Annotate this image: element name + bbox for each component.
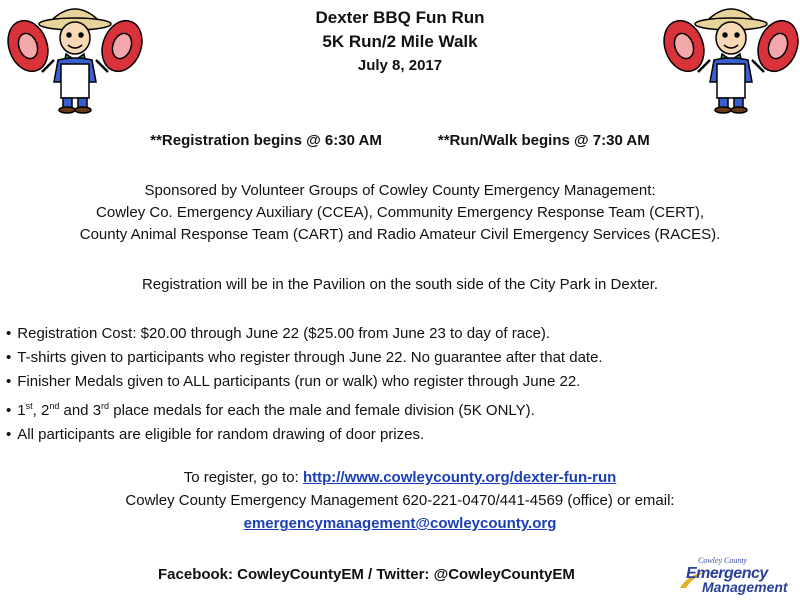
- emergency-management-logo: [676, 556, 796, 596]
- email-link[interactable]: emergencymanagement@cowleycounty.org: [243, 515, 557, 532]
- registration-link[interactable]: http://www.cowleycounty.org/dexter-fun-run: [302, 469, 617, 486]
- sponsor-line: Cowley Co. Emergency Auxiliary (CCEA), Community Emergency Response Team (CERT),: [96, 204, 704, 221]
- sponsor-block: [0, 180, 800, 246]
- sponsor-line: County Animal Response Team (CART) and Radio Amateur Civil Emergency Services (RACES).: [79, 226, 721, 243]
- registration-info: [0, 466, 800, 535]
- list-item-tshirts: • T-shirts given to participants who register through June 22. No guarantee after that date.: [6, 346, 796, 370]
- list-item-medals: • Finisher Medals given to ALL participants (run or walk) who register through June 22.: [6, 370, 796, 394]
- contact-line: Cowley County Emergency Management 620-221-0470/441-4569 (office) or email:: [125, 492, 675, 509]
- start-time: **Run/Walk begins @ 7:30 AM: [437, 132, 650, 149]
- registration-location: Registration will be in the Pavilion on the south side of the City Park in Dexter.: [141, 276, 659, 293]
- event-subtitle: 5K Run/2 Mile Walk: [322, 32, 478, 51]
- list-item-prizes: • All participants are eligible for random drawing of door prizes.: [6, 423, 796, 447]
- event-date: July 8, 2017: [357, 57, 443, 74]
- details-list: [6, 322, 796, 447]
- event-header: [0, 6, 800, 78]
- event-title: Dexter BBQ Fun Run: [315, 8, 485, 27]
- register-prefix: To register, go to:: [183, 469, 303, 486]
- social-links: Facebook: CowleyCountyEM / Twitter: @CowleyCountyEM: [158, 566, 575, 583]
- list-item-place-medals: • 1st, 2nd and 3rd place medals for each the male and female division (5K ONLY).: [6, 394, 796, 423]
- registration-time: **Registration begins @ 6:30 AM: [150, 132, 382, 149]
- sponsor-line: Sponsored by Volunteer Groups of Cowley County Emergency Management:: [144, 182, 656, 199]
- event-times: [0, 132, 800, 149]
- logo-emergency-text: Emergency: [686, 565, 768, 582]
- logo-county-text: Cowley County: [698, 556, 748, 565]
- list-item-cost: • Registration Cost: $20.00 through June 22 ($25.00 from June 23 to day of race).: [6, 322, 796, 346]
- logo-management-text: Management: [702, 579, 788, 595]
